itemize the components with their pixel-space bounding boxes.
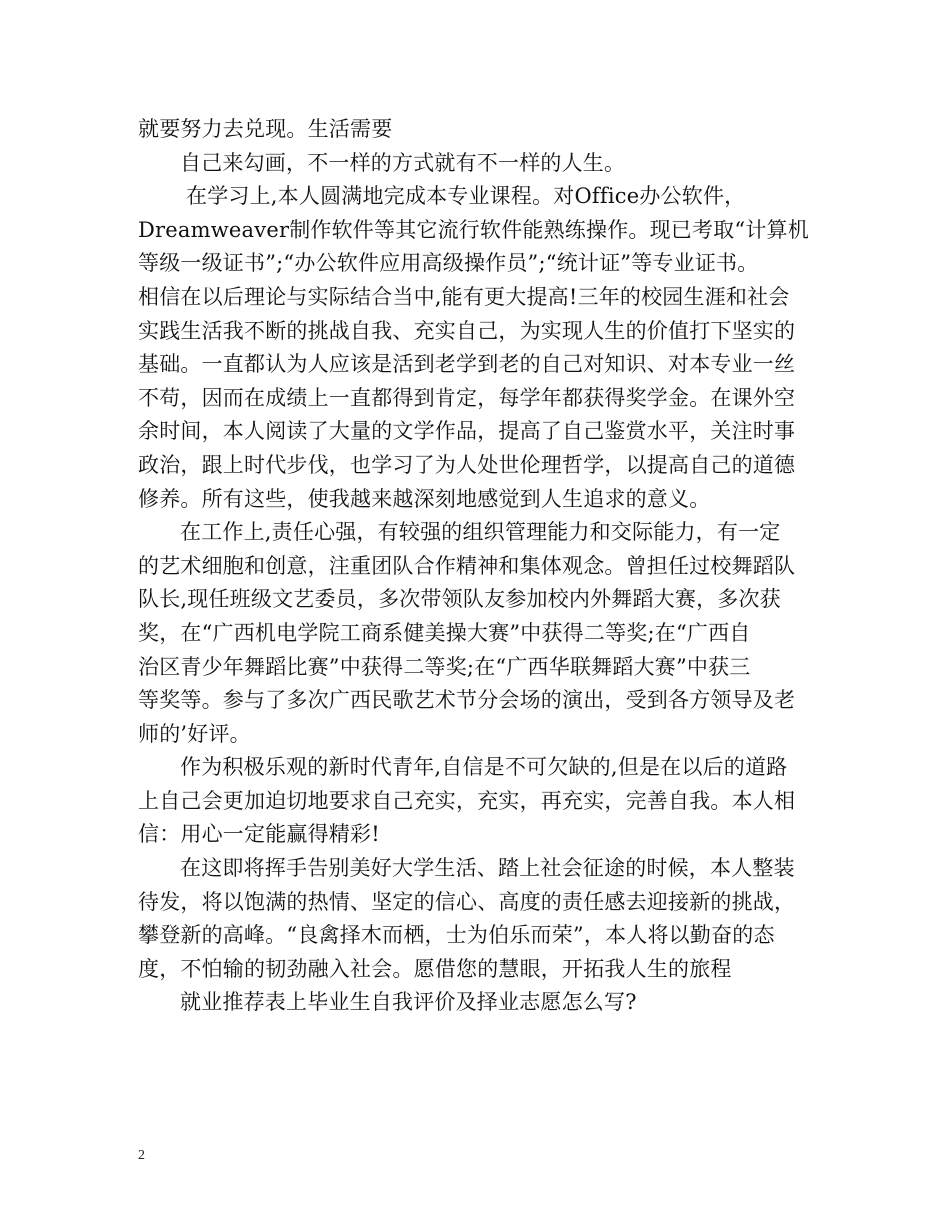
- text-line: 就要努力去兑现。生活需要: [138, 117, 393, 141]
- text-line: 攀登新的高峰。“良禽择木而栖，士为伯乐而荣”，本人将以勤奋的态: [138, 923, 775, 948]
- text-line: 等级一级证书”;“办公软件应用高级操作员”;“统计证”等专业证书。: [138, 251, 759, 276]
- text-line: 师的’好评。: [138, 721, 251, 746]
- text-line: 基础。一直都认为人应该是活到老学到老的自己对知识、对本专业一丝: [138, 352, 796, 377]
- paragraph-study-start: 在学习上,本人圆满地完成本专业课程。对Office办公软件，: [186, 184, 746, 209]
- paragraph-farewell-start: 在这即将挥手告别美好大学生活、踏上社会征途的时候，本人整装: [180, 856, 795, 881]
- text-line: 的艺术细胞和创意，注重团队合作精神和集体观念。曾担任过校舞蹈队: [138, 553, 796, 578]
- text-line: 上自己会更加迫切地要求自己充实，充实，再充实，完善自我。本人相: [138, 788, 796, 813]
- page-number: 2: [138, 1148, 145, 1163]
- closing-question: 就业推荐表上毕业生自我评价及择业志愿怎么写?: [180, 990, 637, 1015]
- text-line: 度，不怕输的韧劲融入社会。愿借您的慧眼，开拓我人生的旅程: [138, 956, 732, 981]
- text-line: Dreamweaver制作软件等其它流行软件能熟练操作。现已考取“计算机: [138, 217, 809, 242]
- text-line: 队长,现任班级文艺委员，多次带领队友参加校内外舞蹈大赛，多次获: [138, 587, 781, 612]
- text-line: 实践生活我不断的挑战自我、充实自己，为实现人生的价值打下坚实的: [138, 318, 796, 343]
- text-line: 等奖等。参与了多次广西民歌艺术节分会场的演出，受到各方领导及老: [138, 688, 796, 713]
- text-line: 自己来勾画，不一样的方式就有不一样的人生。: [180, 150, 626, 175]
- paragraph-work-start: 在工作上,责任心强，有较强的组织管理能力和交际能力，有一定: [180, 520, 781, 545]
- text-line: 修养。所有这些，使我越来越深刻地感觉到人生追求的意义。: [138, 486, 711, 511]
- text-line: 待发，将以饱满的热情、坚定的信心、高度的责任感去迎接新的挑战，: [138, 889, 796, 914]
- text-line: 余时间，本人阅读了大量的文学作品，提高了自己鉴赏水平，关注时事: [138, 419, 796, 444]
- text-line: 奖，在“广西机电学院工商系健美操大赛”中获得二等奖;在“广西自: [138, 620, 751, 645]
- paragraph-confidence-start: 作为积极乐观的新时代青年,自信是不可欠缺的,但是在以后的道路: [180, 755, 788, 780]
- document-body: [138, 113, 828, 1020]
- text-line: 信：用心一定能赢得精彩!: [138, 822, 380, 847]
- text-line: 不苟，因而在成绩上一直都得到肯定，每学年都获得奖学金。在课外空: [138, 385, 796, 410]
- text-line: 政治，跟上时代步伐，也学习了为人处世伦理哲学，以提高自己的道德: [138, 452, 796, 477]
- text-line: 相信在以后理论与实际结合当中,能有更大提高!三年的校园生涯和社会: [138, 284, 790, 309]
- text-line: 治区青少年舞蹈比赛”中获得二等奖;在“广西华联舞蹈大赛”中获三: [138, 654, 751, 679]
